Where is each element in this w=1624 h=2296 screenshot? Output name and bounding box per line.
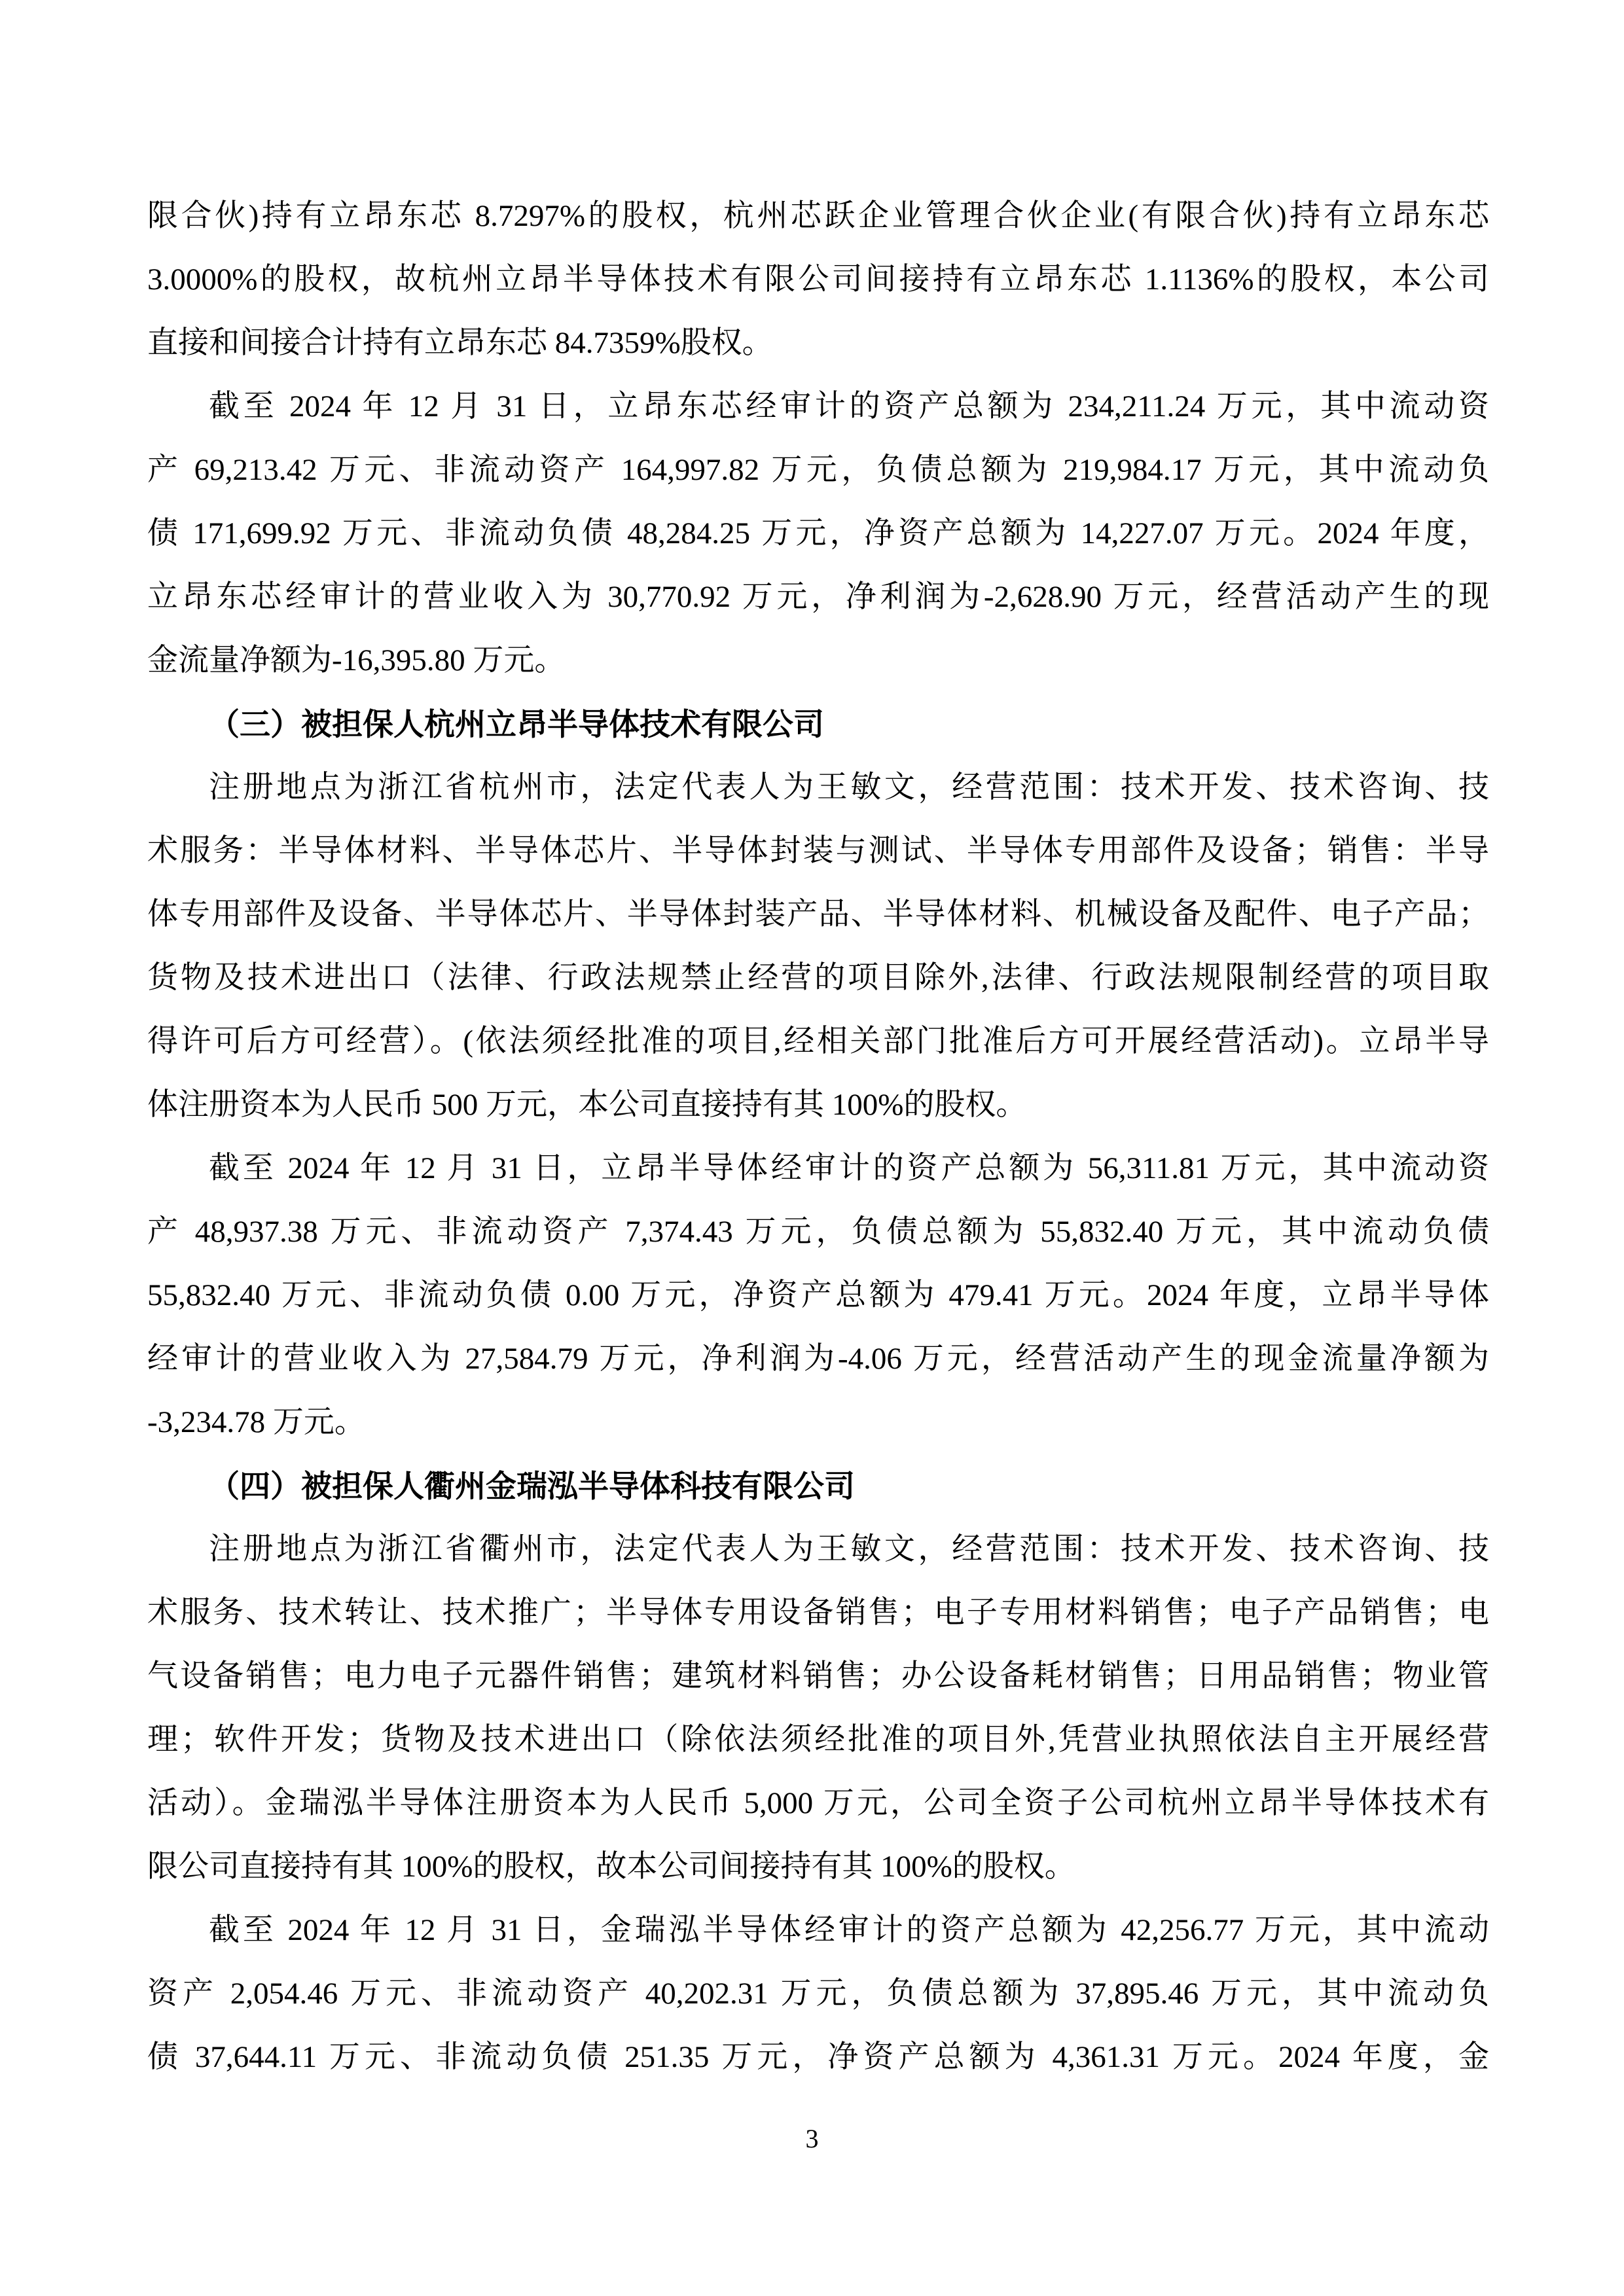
- text-line: 气设备销售；电力电子元器件销售；建筑材料销售；办公设备耗材销售；日用品销售；物业管: [147, 1659, 1489, 1693]
- paragraph: [147, 375, 1489, 692]
- heading-block: [147, 692, 1489, 756]
- text-line: 活动）。金瑞泓半导体注册资本为人民币 5,000 万元，公司全资子公司杭州立昂半导体技术有: [147, 1786, 1489, 1820]
- text-line: 直接和间接合计持有立昂东芯 84.7359%股权。: [147, 326, 773, 360]
- paragraph: [147, 185, 1489, 375]
- text-line: -3,234.78 万元。: [147, 1405, 365, 1439]
- paragraph: [147, 1518, 1489, 1899]
- text-line: 债 37,644.11 万元、非流动负债 251.35 万元，净资产总额为 4,361.31 万元。2024 年度，金: [147, 2040, 1489, 2074]
- text-line: 限合伙)持有立昂东芯 8.7297%的股权，杭州芯跃企业管理合伙企业(有限合伙)持有立昂东芯: [147, 199, 1489, 233]
- text-line: 注册地点为浙江省衢州市，法定代表人为王敏文，经营范围：技术开发、技术咨询、技: [209, 1532, 1489, 1566]
- text-line: 经审计的营业收入为 27,584.79 万元，净利润为-4.06 万元，经营活动产生的现金流量净额为: [147, 1342, 1489, 1376]
- text-line: 限公司直接持有其 100%的股权，故本公司间接持有其 100%的股权。: [147, 1850, 1075, 1884]
- text-line: 截至 2024 年 12 月 31 日，金瑞泓半导体经审计的资产总额为 42,256.77 万元，其中流动: [209, 1913, 1489, 1947]
- text-line: 金流量净额为-16,395.80 万元。: [147, 643, 566, 677]
- text-line: 截至 2024 年 12 月 31 日，立昂半导体经审计的资产总额为 56,311.81 万元，其中流动资: [209, 1151, 1489, 1185]
- paragraph: [147, 756, 1489, 1137]
- section-heading: （三）被担保人杭州立昂半导体技术有限公司: [209, 707, 824, 742]
- text-line: 体专用部件及设备、半导体芯片、半导体封装产品、半导体材料、机械设备及配件、电子产品；: [147, 897, 1489, 931]
- text-line: 截至 2024 年 12 月 31 日，立昂东芯经审计的资产总额为 234,211.24 万元，其中流动资: [209, 389, 1489, 423]
- text-line: 体注册资本为人民币 500 万元，本公司直接持有其 100%的股权。: [147, 1088, 1027, 1122]
- text-line: 债 171,699.92 万元、非流动负债 48,284.25 万元，净资产总额为 14,227.07 万元。2024 年度，: [147, 516, 1489, 550]
- page-number: 3: [805, 2124, 819, 2153]
- text-line: 产 69,213.42 万元、非流动资产 164,997.82 万元，负债总额为 219,984.17 万元，其中流动负: [147, 453, 1489, 487]
- text-line: 得许可后方可经营）。(依法须经批准的项目,经相关部门批准后方可开展经营活动)。立昂半导: [147, 1024, 1489, 1058]
- text-line: 理；软件开发；货物及技术进出口（除依法须经批准的项目外,凭营业执照依法自主开展经营: [147, 1723, 1489, 1757]
- heading-block: [147, 1454, 1489, 1518]
- paragraph: [147, 1137, 1489, 1454]
- text-line: 注册地点为浙江省杭州市，法定代表人为王敏文，经营范围：技术开发、技术咨询、技: [209, 770, 1489, 804]
- text-line: 资产 2,054.46 万元、非流动资产 40,202.31 万元，负债总额为 37,895.46 万元，其中流动负: [147, 1977, 1489, 2011]
- document-body: [147, 185, 1489, 2089]
- text-line: 术服务：半导体材料、半导体芯片、半导体封装与测试、半导体专用部件及设备；销售：半导: [147, 834, 1489, 868]
- text-line: 立昂东芯经审计的营业收入为 30,770.92 万元，净利润为-2,628.90 万元，经营活动产生的现: [147, 580, 1489, 614]
- paragraph: [147, 1899, 1489, 2089]
- text-line: 产 48,937.38 万元、非流动资产 7,374.43 万元，负债总额为 55,832.40 万元，其中流动负债: [147, 1215, 1489, 1249]
- section-heading: （四）被担保人衢州金瑞泓半导体科技有限公司: [209, 1469, 855, 1503]
- text-line: 术服务、技术转让、技术推广；半导体专用设备销售；电子专用材料销售；电子产品销售；电: [147, 1596, 1489, 1630]
- text-line: 货物及技术进出口（法律、行政法规禁止经营的项目除外,法律、行政法规限制经营的项目取: [147, 961, 1489, 995]
- text-line: 55,832.40 万元、非流动负债 0.00 万元，净资产总额为 479.41 万元。2024 年度，立昂半导体: [147, 1278, 1489, 1312]
- text-line: 3.0000%的股权，故杭州立昂半导体技术有限公司间接持有立昂东芯 1.1136%的股权，本公司: [147, 262, 1489, 296]
